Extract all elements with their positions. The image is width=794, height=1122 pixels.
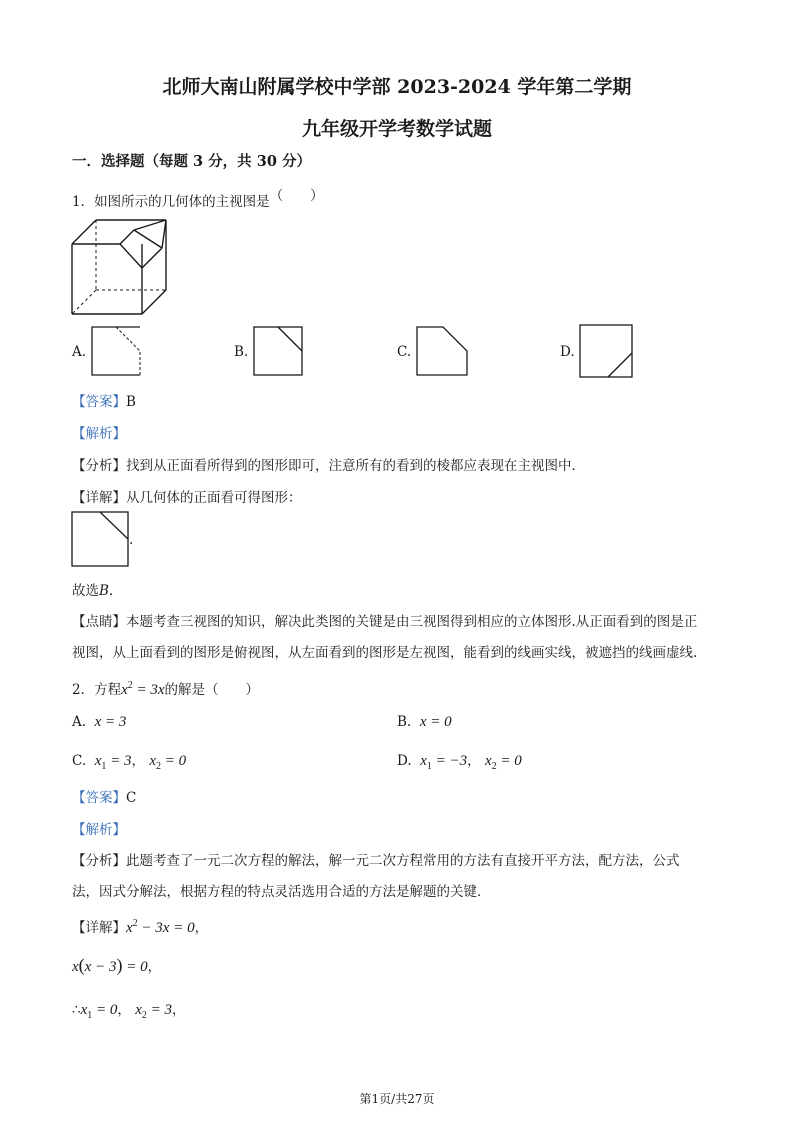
q2-option-c-math2: $x_2 = 0$ <box>149 753 187 772</box>
q1-option-d-label: D. <box>560 344 575 360</box>
q1-analysis-tag: 【解析】 <box>72 426 126 442</box>
q1-stem <box>72 190 324 210</box>
q2-option-d-label: D. <box>397 753 412 769</box>
q1-xiangjie-tag: 【详解】 <box>72 490 126 506</box>
q2-answer-tag: 【答案】 <box>72 790 126 806</box>
q1-solid-figure <box>70 218 170 318</box>
q1-dianjing-tag: 【点睛】 <box>72 614 126 630</box>
q2-step2-math: x(x − 3) = 0 <box>72 955 148 975</box>
q1-fenxi-line <box>72 454 585 474</box>
page-title: 北师大南山附属学校中学部 2023-2024 学年第二学期 <box>162 76 632 98</box>
q2-fenxi-tag: 【分析】 <box>72 853 126 869</box>
q2-option-d <box>397 749 522 772</box>
q2-step3-comma: ， <box>171 1002 186 1018</box>
q2-xiangjie-tag: 【详解】 <box>72 920 126 936</box>
q2-fenxi-line2: 法，因式分解法，根据方程的特点灵活选用合适的方法是解题的关键． <box>72 884 491 900</box>
q2-xiangjie-line <box>72 916 208 937</box>
q2-fenxi-text1: 此题考查了一元二次方程的解法，解一元二次方程常用的方法有直接开平方法，配方法，公式 <box>126 853 680 869</box>
q1-xiangjie-line <box>72 486 302 506</box>
q2-option-d-math1: $x_1 = -3$ <box>420 753 468 772</box>
q2-step2 <box>72 955 161 976</box>
q2-therefore: ∴ <box>72 1002 81 1018</box>
q1-choose-line <box>72 579 113 599</box>
q1-option-a-label: A. <box>72 344 87 360</box>
q1-option-b-figure <box>254 327 304 377</box>
q2-option-c <box>72 749 186 772</box>
q1-option-c-figure <box>417 327 469 377</box>
q2-option-b <box>397 714 452 731</box>
q2-option-c-sep: ， <box>131 753 146 769</box>
q2-option-d-math2: $x_2 = 0$ <box>484 753 522 772</box>
q2-fenxi-line1 <box>72 849 680 869</box>
q1-answer-tag: 【答案】 <box>72 394 126 410</box>
q1-choose-letter: B <box>99 583 109 599</box>
q1-option-d-figure <box>580 325 634 379</box>
q1-answer-value: B <box>126 394 136 410</box>
section-heading: 一．选择题（每题 3 分，共 30 分） <box>72 153 311 170</box>
q1-option-c-label: C. <box>397 344 412 360</box>
q2-stem-prefix: 2．方程 <box>72 682 122 698</box>
q1-answer-line <box>72 390 136 410</box>
q1-choose-prefix: 故选 <box>72 583 99 599</box>
q2-option-b-label: B. <box>397 714 412 730</box>
q1-dianjing-line1 <box>72 610 697 630</box>
q1-dianjing-line2: 视图，从上面看到的图形是俯视图，从左面看到的图形是左视图，能看到的线画实线，被遮挡的线画虚线. <box>72 645 698 661</box>
q2-step3-sep: ， <box>117 1002 131 1018</box>
q1-fenxi-text: 找到从正面看所得到的图形即可，注意所有的看到的棱都应表现在主视图中． <box>126 458 585 474</box>
q1-xiangjie-text: 从几何体的正面看可得图形： <box>126 490 302 506</box>
q1-fenxi-tag: 【分析】 <box>72 458 126 474</box>
q2-analysis-tag: 【解析】 <box>72 822 126 838</box>
q1-dianjing-text1: 本题考查三视图的知识，解决此类图的关键是由三视图得到相应的立体图形.从正面看到的图是正 <box>126 614 698 630</box>
q1-answer-figure <box>72 512 130 568</box>
q2-option-d-sep: ， <box>467 753 481 769</box>
q1-choose-suffix: . <box>108 583 114 599</box>
q2-option-a <box>72 714 126 731</box>
q2-option-a-math: x = 3 <box>94 714 127 730</box>
q1-option-a-figure <box>92 327 142 377</box>
page-subtitle: 九年级开学考数学试题 <box>301 118 492 140</box>
q2-answer-value: C <box>126 790 137 806</box>
q1-stem-text: 1．如图所示的几何体的主视图是 <box>72 194 270 210</box>
q2-step1-math: $x^2 - 3x = 0$ <box>126 918 195 936</box>
page-number: 第1页/共27页 <box>359 1092 435 1106</box>
q2-answer-line <box>72 786 136 806</box>
q2-step3 <box>72 998 185 1021</box>
q1-option-b-label: B. <box>234 344 249 360</box>
q2-equation: $x^2 = 3x$ <box>121 680 165 698</box>
q2-step1-comma: ， <box>194 920 209 936</box>
q2-step3-math1: $x_1 = 0$ <box>80 1002 118 1021</box>
q2-option-c-label: C. <box>72 753 87 769</box>
q2-option-b-math: x = 0 <box>419 714 452 730</box>
q2-option-a-label: A. <box>72 714 87 730</box>
q2-stem <box>72 678 259 699</box>
q2-step2-comma: ， <box>147 959 162 975</box>
q1-figure-dot: . <box>129 532 134 548</box>
q1-paren: （ ） <box>269 188 324 204</box>
q2-option-c-math1: $x_1 = 3$ <box>94 753 132 772</box>
q2-step3-math2: $x_2 = 3$ <box>135 1002 172 1021</box>
q2-stem-suffix: 的解是（ ） <box>164 682 260 698</box>
